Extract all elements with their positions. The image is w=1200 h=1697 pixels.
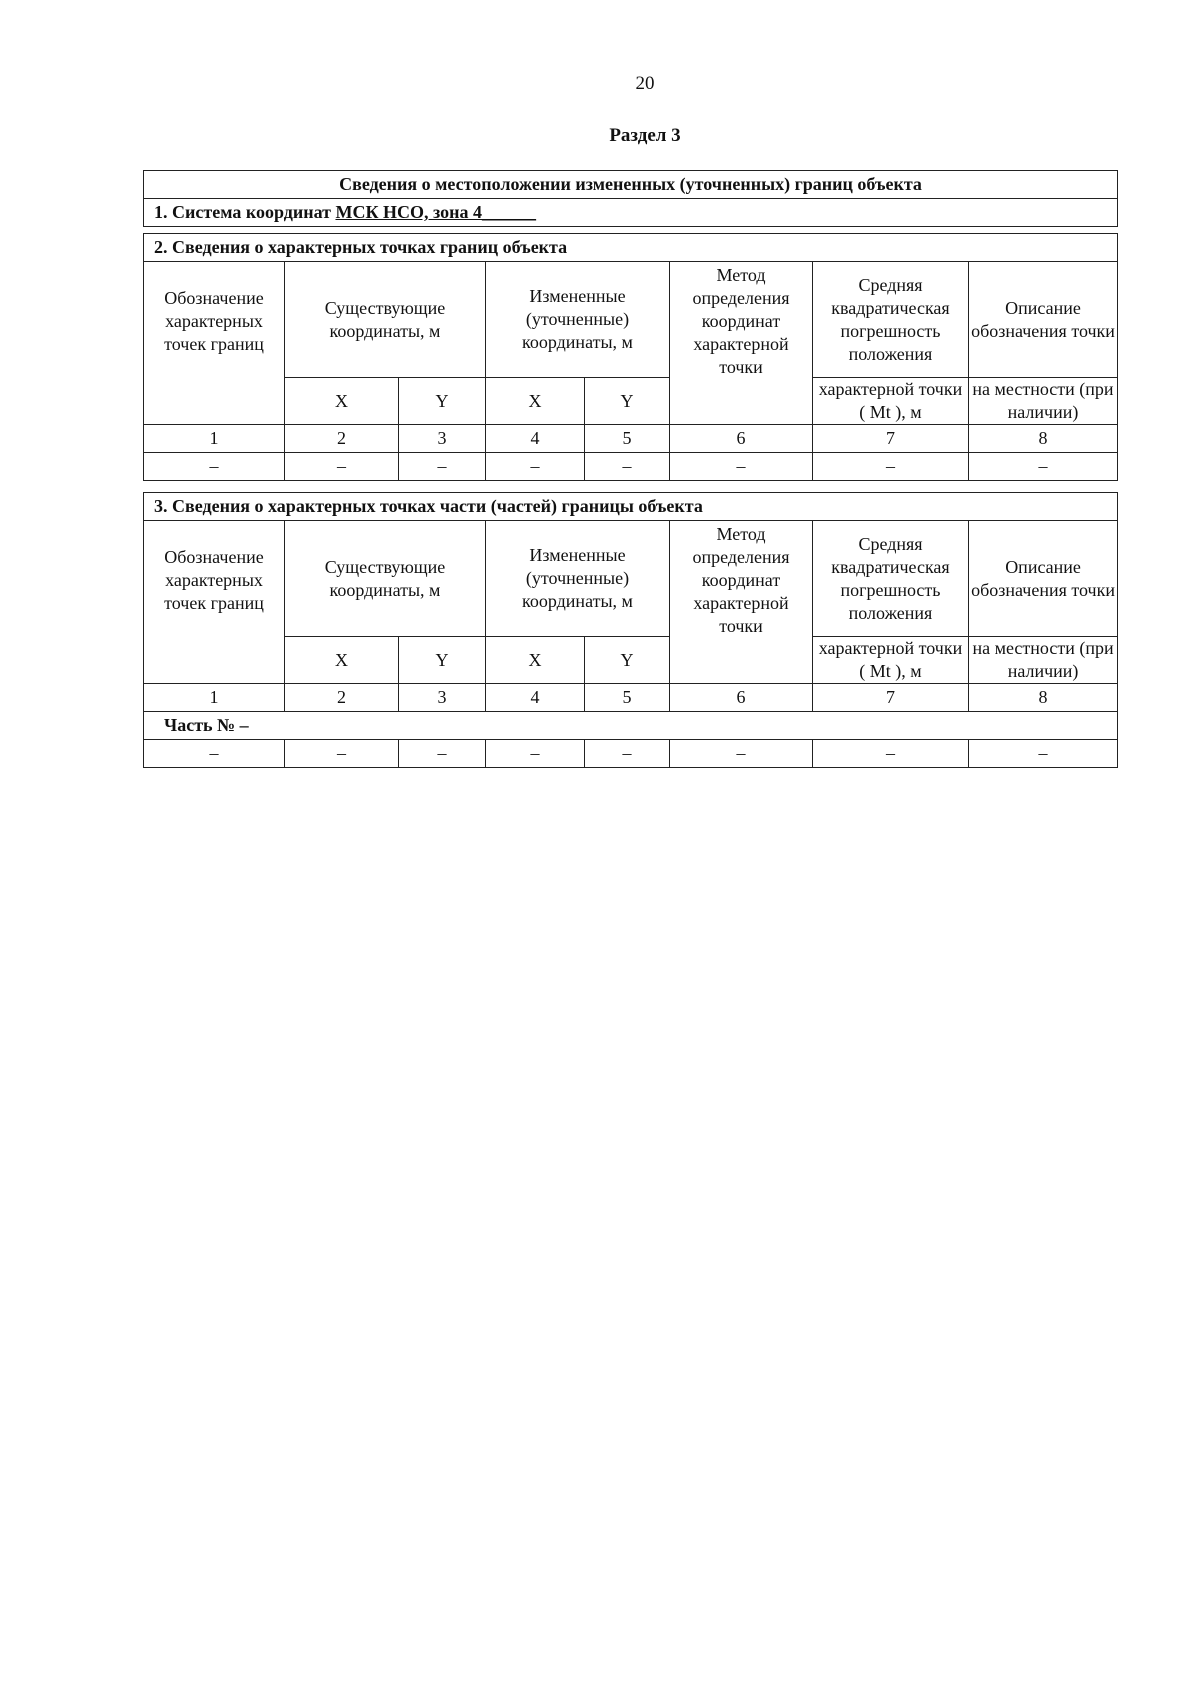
column-number: 8 xyxy=(969,425,1118,453)
section3-title: 3. Сведения о характерных точках части (частей) границы объекта xyxy=(144,493,1118,521)
column-number: 2 xyxy=(285,684,399,712)
header-existing-x: X xyxy=(285,378,399,425)
header-description-bottom: на местности (при наличии) xyxy=(969,637,1118,684)
column-number: 1 xyxy=(144,425,285,453)
table-cell: – xyxy=(585,453,670,481)
header-method: Метод определения координат характерной точки xyxy=(670,262,813,425)
table-cell: – xyxy=(399,453,486,481)
column-numbers-row xyxy=(144,425,1118,453)
table-cell: – xyxy=(285,453,399,481)
header-changed-x: X xyxy=(486,378,585,425)
column-number: 3 xyxy=(399,684,486,712)
header-changed-coords: Измененные (уточненные) координаты, м xyxy=(486,521,670,637)
column-number: 4 xyxy=(486,425,585,453)
header-changed-x: X xyxy=(486,637,585,684)
header-description-top: Описание обозначения точки xyxy=(969,521,1118,637)
table-cell: – xyxy=(813,453,969,481)
table-cell: – xyxy=(585,740,670,768)
part-label: Часть № – xyxy=(144,712,1118,740)
column-number: 7 xyxy=(813,425,969,453)
page-number: 20 xyxy=(635,73,655,94)
header-error-bottom: характерной точки ( Mt ), м xyxy=(813,378,969,425)
header-existing-y: Y xyxy=(399,378,486,425)
header-description-top: Описание обозначения точки xyxy=(969,262,1118,378)
table-row xyxy=(144,453,1118,481)
header-designation: Обозначение характерных точек границ xyxy=(144,262,285,425)
table-cell: – xyxy=(969,453,1118,481)
header-existing-y: Y xyxy=(399,637,486,684)
column-number: 5 xyxy=(585,684,670,712)
header-changed-y: Y xyxy=(585,637,670,684)
table-cell: – xyxy=(813,740,969,768)
header-error-bottom: характерной точки ( Mt ), м xyxy=(813,637,969,684)
table-cell: – xyxy=(670,453,813,481)
table-cell: – xyxy=(486,453,585,481)
header-designation: Обозначение характерных точек границ xyxy=(144,521,285,684)
section-title: Раздел 3 xyxy=(609,125,681,146)
column-number: 6 xyxy=(670,684,813,712)
table-title: Сведения о местоположении измененных (уточненных) границ объекта xyxy=(144,171,1118,199)
header-description-bottom: на местности (при наличии) xyxy=(969,378,1118,425)
section2-title: 2. Сведения о характерных точках границ объекта xyxy=(144,234,1118,262)
part-boundary-points-table xyxy=(143,492,1118,768)
column-number: 4 xyxy=(486,684,585,712)
column-number: 1 xyxy=(144,684,285,712)
column-number: 5 xyxy=(585,425,670,453)
table-cell: – xyxy=(144,740,285,768)
object-boundaries-header-table xyxy=(143,170,1118,227)
header-existing-coords: Существующие координаты, м xyxy=(285,262,486,378)
column-numbers-row xyxy=(144,684,1118,712)
column-number: 2 xyxy=(285,425,399,453)
header-error-top: Средняя квадратическая погрешность положения xyxy=(813,521,969,637)
header-existing-coords: Существующие координаты, м xyxy=(285,521,486,637)
table-row xyxy=(144,740,1118,768)
table-cell: – xyxy=(144,453,285,481)
column-number: 8 xyxy=(969,684,1118,712)
column-number: 6 xyxy=(670,425,813,453)
boundary-points-table xyxy=(143,233,1118,481)
header-method: Метод определения координат характерной точки xyxy=(670,521,813,684)
table-cell: – xyxy=(969,740,1118,768)
coord-system-label: 1. Система координат xyxy=(154,202,331,222)
header-existing-x: X xyxy=(285,637,399,684)
header-changed-y: Y xyxy=(585,378,670,425)
column-number: 7 xyxy=(813,684,969,712)
table-cell: – xyxy=(285,740,399,768)
header-changed-coords: Измененные (уточненные) координаты, м xyxy=(486,262,670,378)
table-cell: – xyxy=(486,740,585,768)
coord-system-value: МСК НСО, зона 4______ xyxy=(335,202,537,222)
header-error-top: Средняя квадратическая погрешность положения xyxy=(813,262,969,378)
column-number: 3 xyxy=(399,425,486,453)
coord-system-row xyxy=(144,199,1118,227)
table-cell: – xyxy=(399,740,486,768)
table-cell: – xyxy=(670,740,813,768)
